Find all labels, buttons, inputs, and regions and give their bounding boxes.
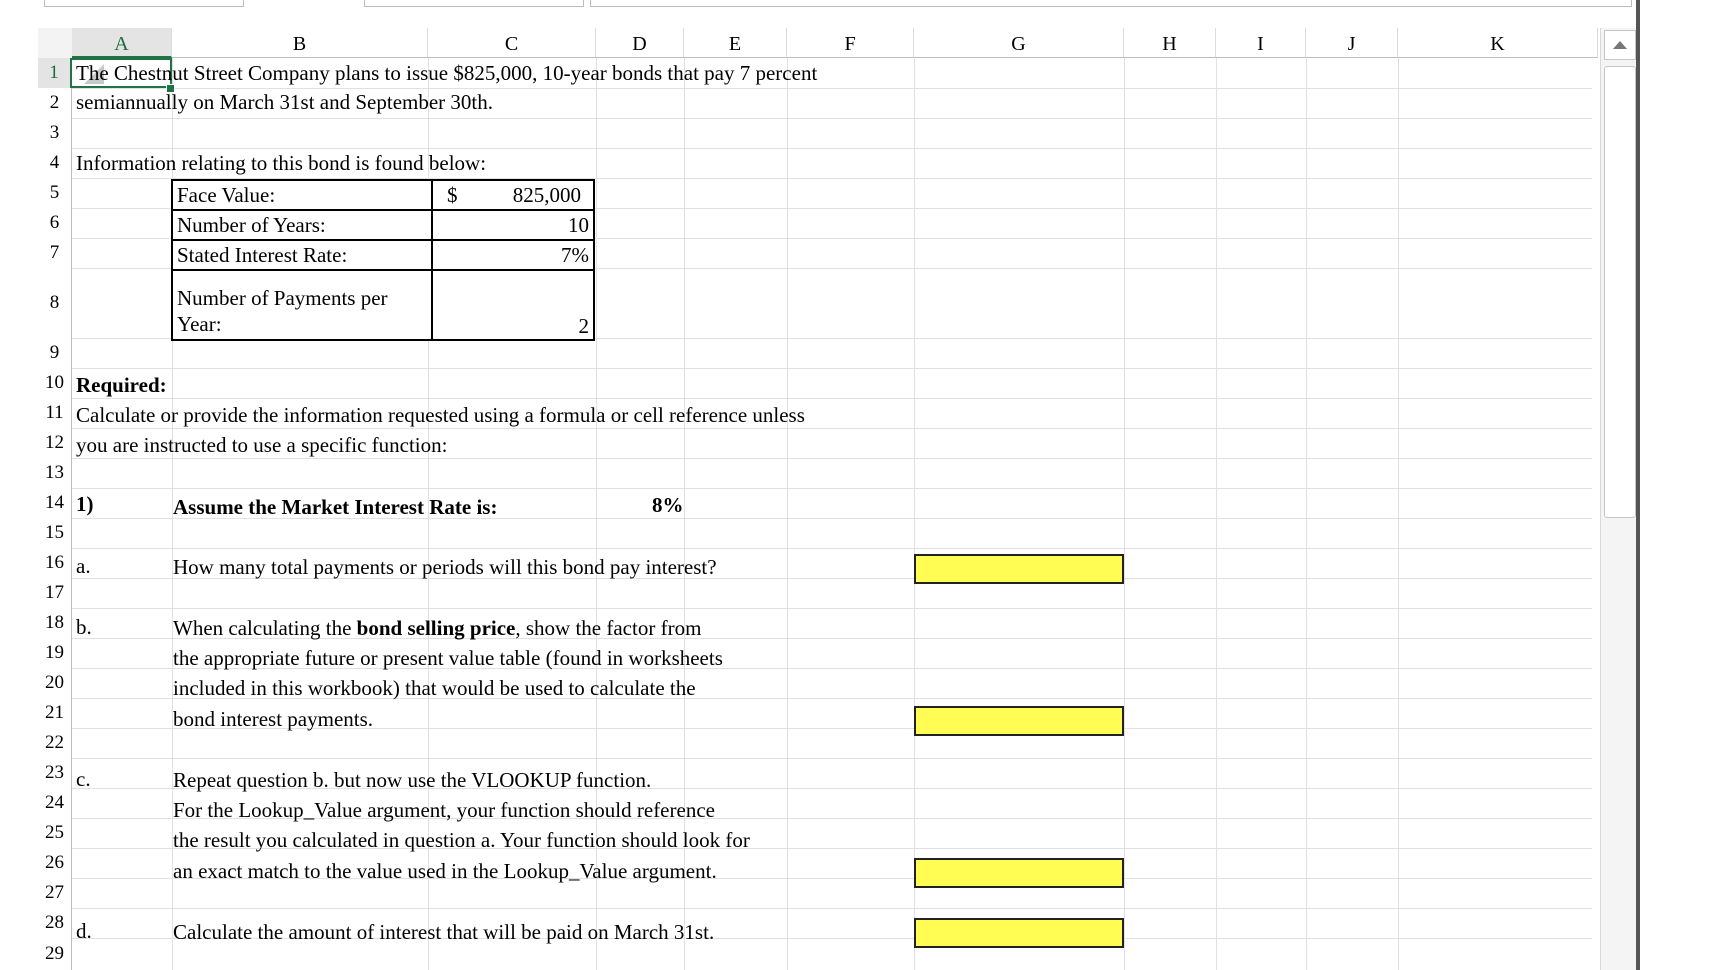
column-header-b[interactable]: B <box>172 28 428 58</box>
question-b-label: b. <box>76 615 92 639</box>
grid-row-line <box>72 398 1592 399</box>
grid-column-line <box>1124 58 1125 970</box>
grid-row-line <box>72 758 1592 759</box>
question-b-pre: When calculating the <box>173 616 357 640</box>
payments-value[interactable]: 2 <box>432 270 594 340</box>
rate-value[interactable]: 7% <box>432 240 594 270</box>
face-value: 825,000 <box>512 183 581 207</box>
answer-cell-a[interactable] <box>914 554 1124 584</box>
row-header-27[interactable]: 27 <box>38 878 72 908</box>
scrollbar-thumb[interactable] <box>1604 66 1636 518</box>
question-d-text: Calculate the amount of interest that will be paid on March 31st. <box>173 920 715 944</box>
row-header-24[interactable]: 24 <box>38 788 72 818</box>
payments-label-line1: Number of Payments per <box>177 286 388 310</box>
row-header-23[interactable]: 23 <box>38 758 72 788</box>
cell-a1-text: The Chestnut Street Company plans to issue $825,000, 10-year bonds that pay 7 percent <box>76 61 818 85</box>
row-header-28[interactable]: 28 <box>38 908 72 938</box>
question-c-line4: an exact match to the value used in the Lookup_Value argument. <box>173 859 717 883</box>
column-header-c[interactable]: C <box>428 28 596 58</box>
grid-column-line <box>1398 58 1399 970</box>
row-header-19[interactable]: 19 <box>38 638 72 668</box>
row-header-16[interactable]: 16 <box>38 548 72 578</box>
row-header-6[interactable]: 6 <box>38 208 72 238</box>
row-header-29[interactable]: 29 <box>38 938 72 970</box>
question-c-line3: the result you calculated in question a. Your function should look for <box>173 828 750 852</box>
question-c-line2: For the Lookup_Value argument, your function should reference <box>173 798 715 822</box>
row-header-15[interactable]: 15 <box>38 518 72 548</box>
grid-row-line <box>72 548 1592 549</box>
question-b-line1 <box>173 615 701 641</box>
column-header-j[interactable]: J <box>1306 28 1398 58</box>
column-header-f[interactable]: F <box>787 28 914 58</box>
question-a-text: How many total payments or periods will this bond pay interest? <box>173 555 717 579</box>
row-header-7[interactable]: 7 <box>38 238 72 268</box>
row-header-18[interactable]: 18 <box>38 608 72 638</box>
column-header-g[interactable]: G <box>914 28 1124 58</box>
grid-row-line <box>72 608 1592 609</box>
payments-label <box>172 270 432 340</box>
row-header-10[interactable]: 10 <box>38 368 72 398</box>
question-c-label: c. <box>76 767 91 791</box>
cell-a12-text: you are instructed to use a specific function: <box>76 433 448 457</box>
years-label: Number of Years: <box>172 210 432 240</box>
column-header-k[interactable]: K <box>1398 28 1598 58</box>
grid-column-line <box>1306 58 1307 970</box>
row-header-11[interactable]: 11 <box>38 398 72 428</box>
face-value-label: Face Value: <box>172 180 432 210</box>
face-value-cell[interactable] <box>432 180 594 210</box>
column-header-i[interactable]: I <box>1216 28 1306 58</box>
question-a-label: a. <box>76 554 91 578</box>
column-header-a[interactable]: A <box>72 28 172 58</box>
payments-label-line2: Year: <box>177 312 222 336</box>
years-value[interactable]: 10 <box>432 210 594 240</box>
row-header-2[interactable]: 2 <box>38 88 72 118</box>
name-box[interactable] <box>44 0 244 7</box>
market-rate-value[interactable]: 8% <box>652 493 684 517</box>
toolbar-box[interactable] <box>364 0 584 7</box>
row-header-8[interactable]: 8 <box>38 268 72 338</box>
row-header-9[interactable]: 9 <box>38 338 72 368</box>
formula-area-strip <box>0 0 1722 28</box>
required-heading: Required: <box>76 373 167 397</box>
left-margin <box>0 0 38 970</box>
scroll-up-arrow-icon[interactable] <box>1604 30 1636 60</box>
cell-a11-text: Calculate or provide the information requested using a formula or cell reference unless <box>76 403 805 427</box>
rate-label: Stated Interest Rate: <box>172 240 432 270</box>
column-header-e[interactable]: E <box>684 28 787 58</box>
select-all-corner[interactable] <box>38 28 72 58</box>
question-b-post: , show the factor from <box>515 616 702 640</box>
formula-bar[interactable] <box>590 0 1632 7</box>
cell-a2-text: semiannually on March 31st and September 30th. <box>76 90 493 114</box>
answer-cell-c[interactable] <box>914 858 1124 888</box>
grid-row-line <box>72 488 1592 489</box>
grid-column-line <box>1216 58 1217 970</box>
answer-cell-d[interactable] <box>914 918 1124 948</box>
question-c-line1: Repeat question b. but now use the VLOOKUP function. <box>173 768 652 792</box>
column-header-d[interactable]: D <box>596 28 684 58</box>
row-header-12[interactable]: 12 <box>38 428 72 458</box>
grid-row-line <box>72 458 1592 459</box>
question-b-line4: bond interest payments. <box>173 707 374 731</box>
answer-cell-b[interactable] <box>914 706 1124 736</box>
row-header-25[interactable]: 25 <box>38 818 72 848</box>
grid-row-line <box>72 118 1592 119</box>
row-header-5[interactable]: 5 <box>38 178 72 208</box>
row-header-14[interactable]: 14 <box>38 488 72 518</box>
grid-row-line <box>72 148 1592 149</box>
currency-sign: $ <box>447 183 458 207</box>
row-header-4[interactable]: 4 <box>38 148 72 178</box>
grid-row-line <box>72 428 1592 429</box>
grid-row-line <box>72 368 1592 369</box>
column-header-h[interactable]: H <box>1124 28 1216 58</box>
row-header-3[interactable]: 3 <box>38 118 72 148</box>
grid-row-line <box>72 908 1592 909</box>
row-header-22[interactable]: 22 <box>38 728 72 758</box>
question-b-bold: bond selling price <box>356 616 516 640</box>
row-header-13[interactable]: 13 <box>38 458 72 488</box>
row-header-26[interactable]: 26 <box>38 848 72 878</box>
question-1-number: 1) <box>76 492 94 516</box>
row-header-20[interactable]: 20 <box>38 668 72 698</box>
grid-column-line <box>787 58 788 970</box>
grid-column-line <box>914 58 915 970</box>
row-header-1[interactable]: 1 <box>38 58 72 88</box>
question-b-line2: the appropriate future or present value table (found in worksheets <box>173 646 723 670</box>
row-header-17[interactable]: 17 <box>38 578 72 608</box>
question-d-label: d. <box>76 919 92 943</box>
window-edge <box>1636 0 1640 970</box>
cell-a4-text: Information relating to this bond is found below: <box>76 151 487 175</box>
row-header-21[interactable]: 21 <box>38 698 72 728</box>
bond-info-table <box>171 179 595 341</box>
market-rate-label: Assume the Market Interest Rate is: <box>173 495 498 519</box>
question-b-line3: included in this workbook) that would be used to calculate the <box>173 676 696 700</box>
